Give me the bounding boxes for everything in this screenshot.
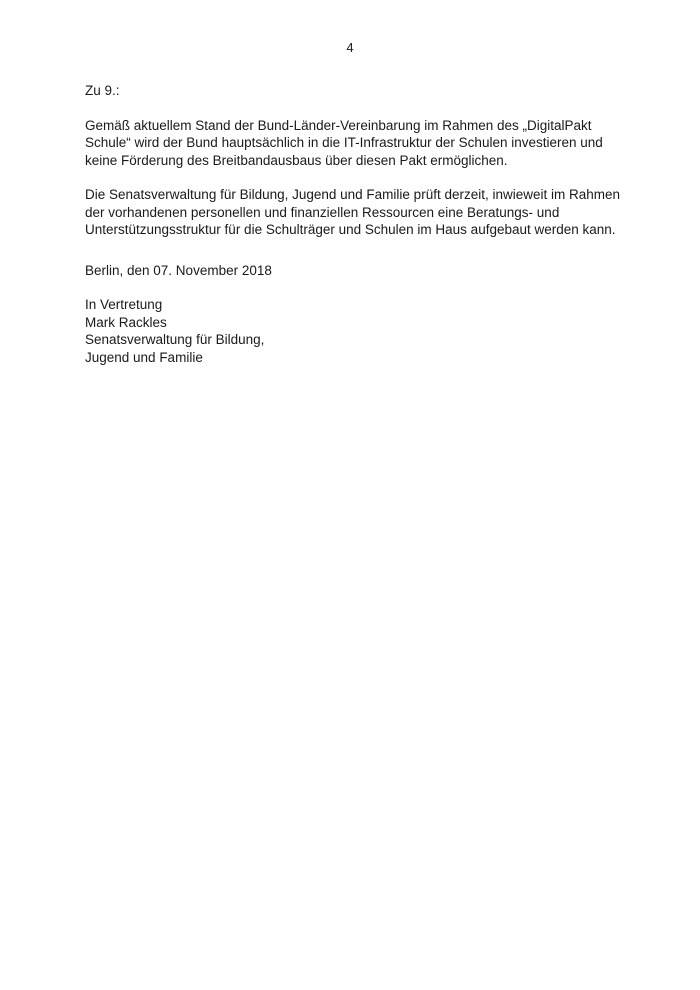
signature-line-org-1: Senatsverwaltung für Bildung, (85, 332, 265, 347)
signature-line-org-2: Jugend und Familie (85, 349, 203, 365)
letter-body (85, 82, 622, 366)
signature-line-name: Mark Rackles (85, 314, 167, 330)
page-number: 4 (346, 40, 354, 55)
paragraph-digitalpakt: Gemäß aktuellem Stand der Bund-Länder-Vereinbarung im Rahmen des „DigitalPakt Schule“ wird der Bund hauptsächlich in die IT-Infrastruktur der Schulen investieren und keine Förderung des Breitbandausbaus über diesen Pakt ermöglichen. (85, 117, 603, 168)
signature-block (85, 296, 622, 366)
dateline: Berlin, den 07. November 2018 (85, 262, 272, 278)
paragraph-senatsverwaltung: Die Senatsverwaltung für Bildung, Jugend und Familie prüft derzeit, inwieweit im Rahmen der vorhandenen personellen und finanziellen Ressourcen eine Beratungs- und Unterstützungsstruktur für die Schulträger und Schulen im Haus aufgebaut werden kann. (85, 187, 621, 237)
signature-line-role: In Vertretung (85, 297, 163, 312)
section-heading: Zu 9.: (85, 83, 120, 98)
